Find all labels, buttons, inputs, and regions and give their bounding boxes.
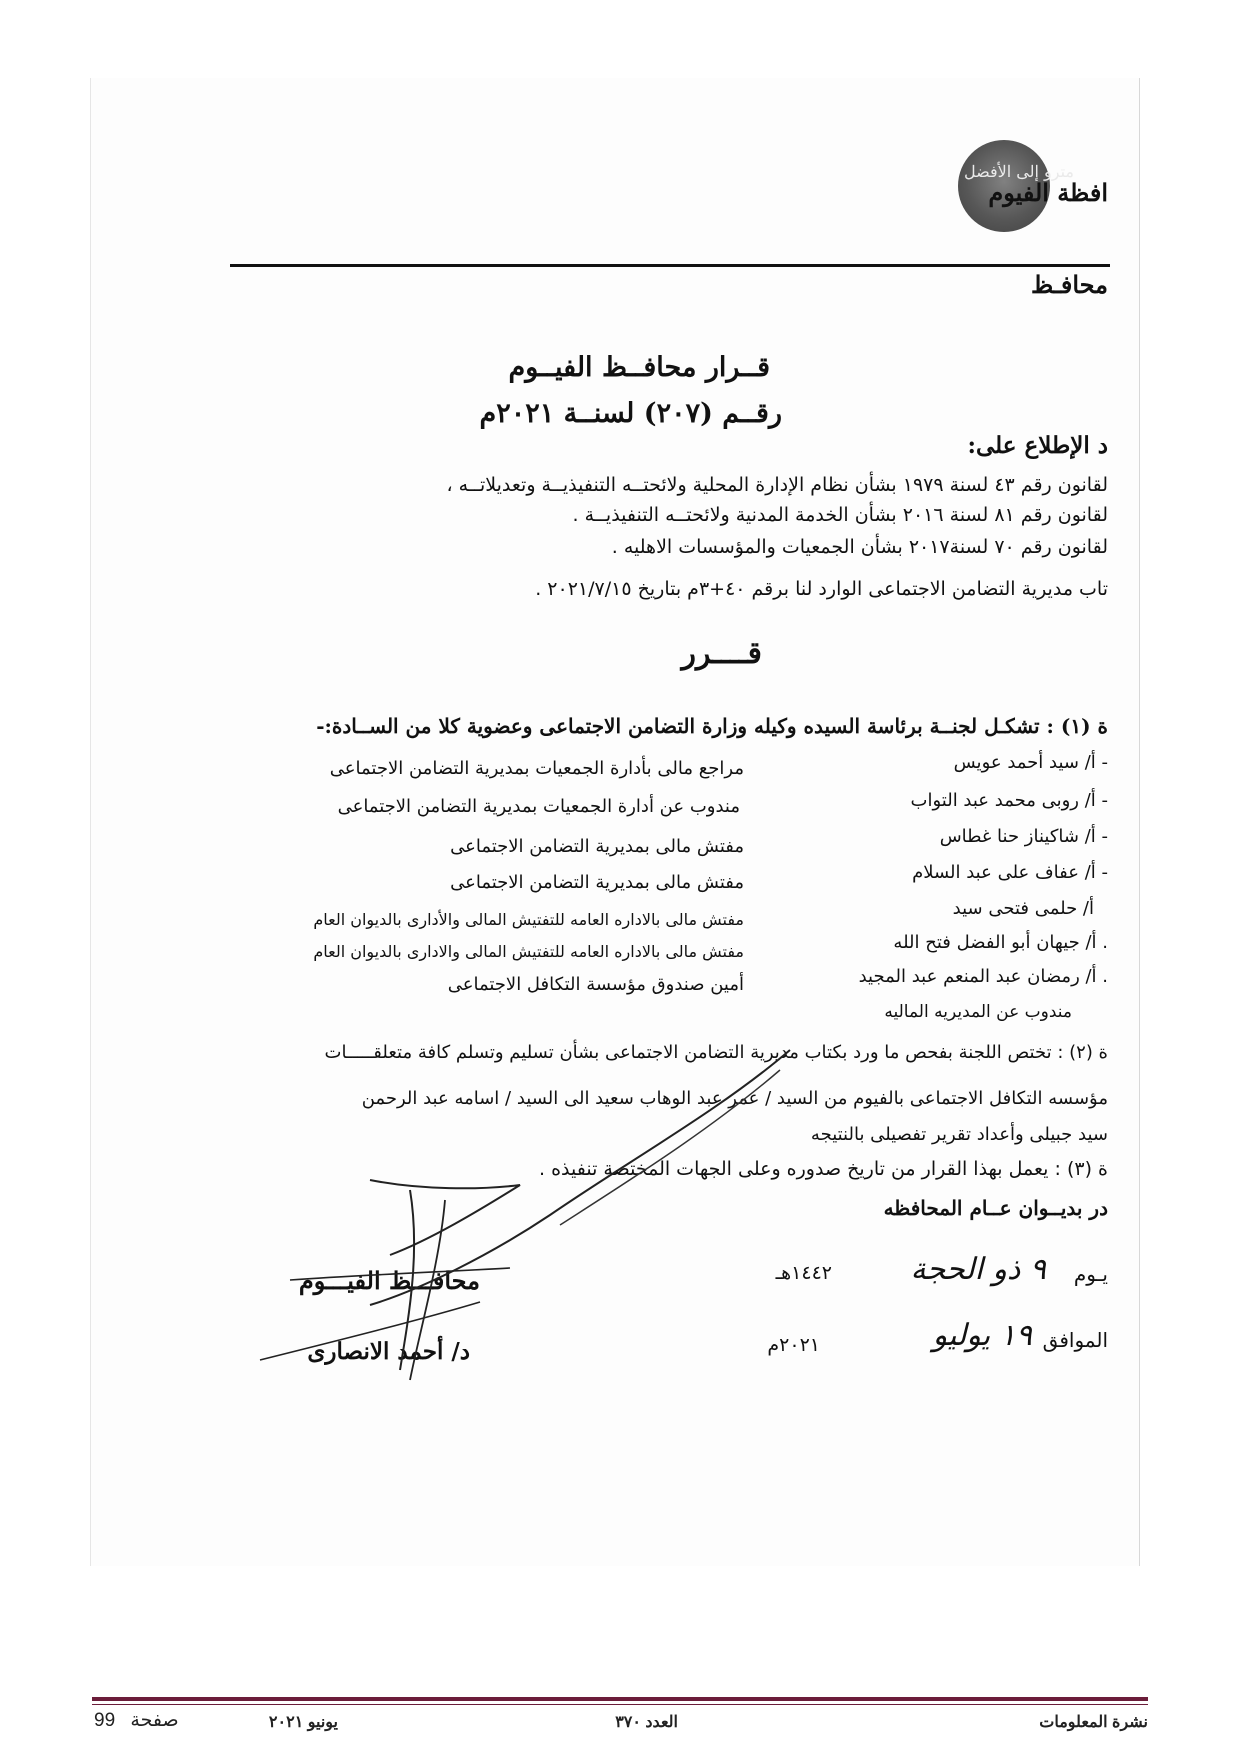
- member-name-1: - أ/ سيد أحمد عويس: [953, 752, 1108, 773]
- member-role-3: مفتش مالى بمديرية التضامن الاجتماعى: [450, 836, 744, 857]
- footer-page-label: صفحة: [130, 1710, 179, 1731]
- article-2-line-1: ة (٢) : تختص اللجنة بفحص ما ورد بكتاب مديرية التضامن الاجتماعى بشأن تسليم وتسلم كافة متعلقـــــات: [324, 1042, 1108, 1063]
- preamble-line-4: تاب مديرية التضامن الاجتماعى الوارد لنا برقم ٤٠+٣م بتاريخ ٢٠٢١/٧/١٥ .: [535, 578, 1108, 600]
- decision-number: رقــم (٢٠٧) لسنــة ٢٠٢١م: [479, 398, 782, 429]
- member-role-2: مندوب عن أدارة الجمعيات بمديرية التضامن الاجتماعى: [337, 796, 740, 817]
- signature-title: محافـــظ الفيـــوم: [298, 1266, 480, 1295]
- hijri-year: ١٤٤٢هـ: [775, 1262, 832, 1284]
- article-2-line-2: مؤسسه التكافل الاجتماعى بالفيوم من السيد / عمر عبد الوهاب سعيد الى السيد / اسامه عبد الرحمن: [361, 1088, 1108, 1109]
- member-name-7: . أ/ رمضان عبد المنعم عبد المجيد: [858, 966, 1108, 987]
- preamble-line-3: لقانون رقم ٧٠ لسنة٢٠١٧ بشأن الجمعيات والمؤسسات الاهليه .: [611, 536, 1108, 558]
- footer-rule: [92, 1697, 1148, 1701]
- footer-page-number: 99: [94, 1710, 116, 1731]
- governorate-name: افظة الفيوم: [988, 178, 1108, 207]
- footer-rule-thin: [92, 1704, 1148, 1705]
- governor-label: محافـظ: [1031, 270, 1108, 299]
- article-3: ة (٣) : يعمل بهذا القرار من تاريخ صدوره وعلى الجهات المختصة تنفيذه .: [539, 1158, 1108, 1180]
- decision-title: قــرار محافــظ الفيــوم: [508, 352, 770, 383]
- day-label: يـوم: [1073, 1262, 1108, 1286]
- article-2-line-3: سيد جبيلى وأعداد تقرير تفصيلى بالنتيجه: [810, 1124, 1108, 1145]
- decides-heading: قــــرر: [681, 636, 762, 671]
- article-1: ة (١) : تشكـل لجنــة برئاسة السيده وكيله وزارة التضامن الاجتماعى وعضوية كلا من الســادة:-: [316, 714, 1108, 738]
- gregorian-year: ٢٠٢١م: [767, 1334, 820, 1356]
- corresponding-label: الموافق: [1042, 1328, 1108, 1352]
- footer-month: يونيو ٢٠٢١: [268, 1714, 338, 1731]
- member-name-4: - أ/ عفاف على عبد السلام: [912, 862, 1108, 883]
- member-role-1: مراجع مالى بأدارة الجمعيات بمديرية التضامن الاجتماعى: [329, 758, 744, 779]
- handwritten-signature-icon: [250, 1040, 810, 1400]
- preamble-line-1: لقانون رقم ٤٣ لسنة ١٩٧٩ بشأن نظام الإدارة المحلية ولائحتــه التنفيذيــة وتعديلاتــه ،: [446, 474, 1108, 496]
- preamble-heading: د الإطلاع على:: [967, 432, 1108, 459]
- corresponding-handwritten: ١٩ يوليو: [932, 1318, 1032, 1353]
- finance-delegate: مندوب عن المديريه الماليه: [884, 1002, 1072, 1022]
- member-name-3: - أ/ شاكيناز حنا غطاس: [939, 826, 1108, 847]
- member-role-5: مفتش مالى بالاداره العامه للتفتيش المالى والأدارى بالديوان العام: [313, 910, 744, 929]
- member-role-6: مفتش مالى بالاداره العامه للتفتيش المالى والادارى بالديوان العام: [313, 942, 744, 961]
- member-name-2: - أ/ روبى محمد عبد التواب: [910, 790, 1108, 811]
- preamble-line-2: لقانون رقم ٨١ لسنة ٢٠١٦ بشأن الخدمة المدنية ولائحتــه التنفيذيــة .: [572, 504, 1108, 526]
- member-name-6: . أ/ جيهان أبو الفضل فتح الله: [893, 932, 1108, 953]
- member-role-7: أمين صندوق مؤسسة التكافل الاجتماعى: [447, 974, 744, 995]
- footer-page: [94, 1709, 179, 1732]
- header-rule: [230, 264, 1110, 267]
- issued-at: در بديــوان عــام المحافظه: [883, 1196, 1108, 1220]
- member-name-5: أ/ حلمى فتحى سيد: [952, 898, 1094, 919]
- member-role-4: مفتش مالى بمديرية التضامن الاجتماعى: [450, 872, 744, 893]
- day-handwritten: ٩ ذو الحجة: [910, 1252, 1046, 1287]
- footer-issue: العدد ٣٧٠: [615, 1714, 678, 1731]
- signature-name: د/ أحمد الانصارى: [307, 1338, 470, 1365]
- footer-publication: نشرة المعلومات: [1039, 1714, 1148, 1731]
- seal-text: مترو إلى الأفضل: [964, 162, 1074, 181]
